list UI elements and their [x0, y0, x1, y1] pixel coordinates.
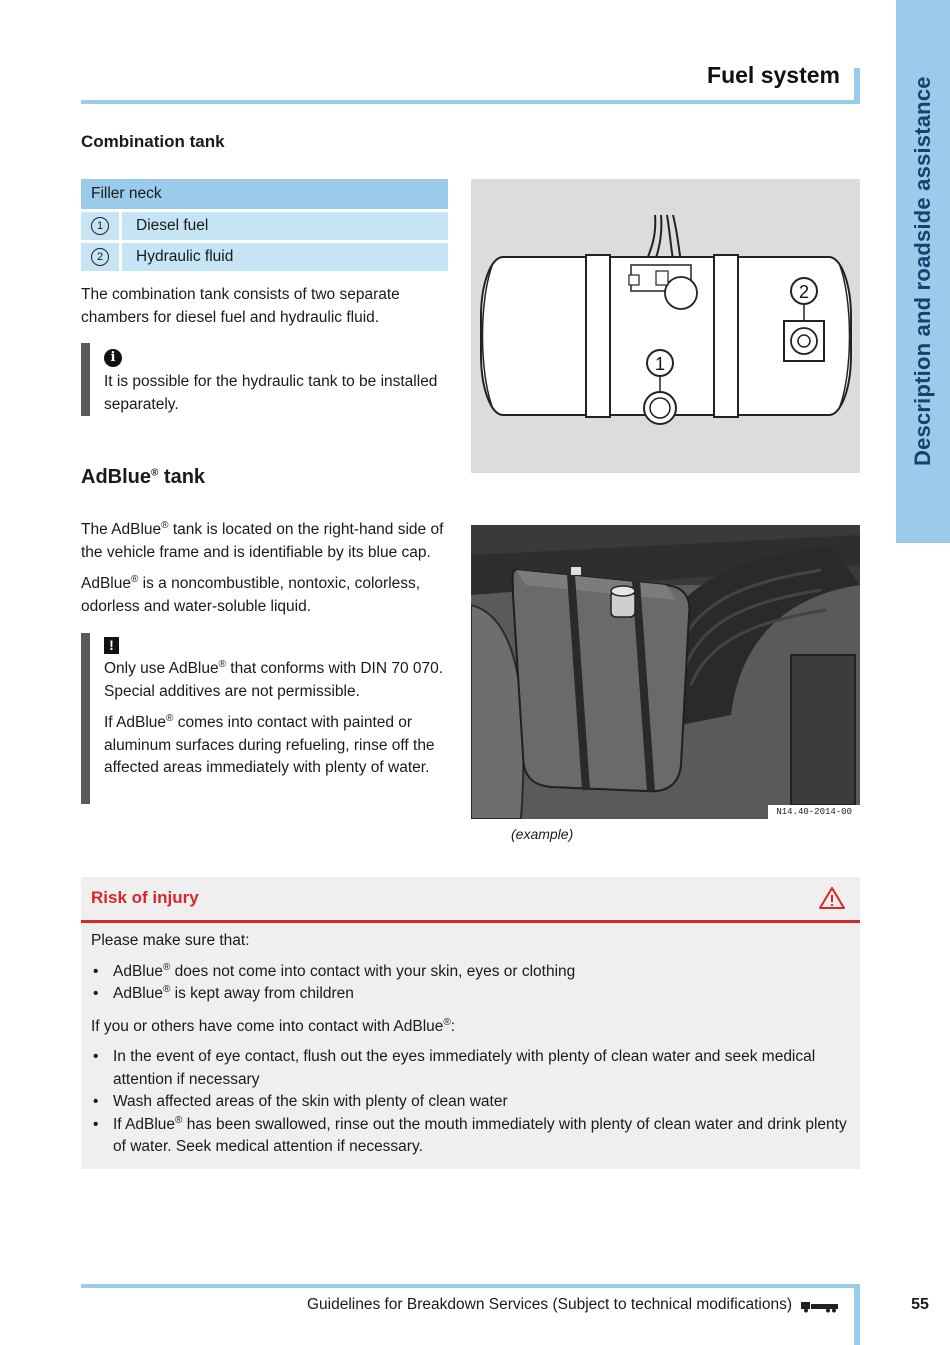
callout-2: 2: [798, 282, 810, 302]
list-item: [91, 1114, 850, 1159]
legend-number-cell: [81, 212, 122, 240]
list-item: [91, 983, 850, 1006]
note-bar: [81, 633, 90, 804]
paragraph: [104, 712, 449, 780]
description-line: chambers for diesel fuel and hydraulic fluid.: [81, 308, 380, 326]
list-item: • Wash affected areas of the skin with plenty of clean water: [91, 1091, 850, 1114]
legend-number: 1: [91, 217, 109, 235]
paragraph: [104, 658, 449, 703]
registered-mark: ®: [218, 658, 226, 670]
registered-mark: ®: [162, 961, 171, 973]
paragraph: [81, 573, 451, 618]
header-rule: [81, 100, 860, 104]
page-title: Fuel system: [707, 62, 840, 88]
warning-list: [91, 961, 850, 1006]
registered-mark: ®: [162, 983, 171, 995]
text: does not come into contact with your skin, eyes or clothing: [170, 962, 576, 980]
registered-mark: ®: [166, 712, 174, 724]
combination-tank-description: [81, 284, 451, 329]
warning-triangle-icon: [818, 886, 846, 910]
warning-title: Risk of injury: [91, 888, 199, 907]
legend-number: 2: [91, 248, 109, 266]
adblue-description: [81, 519, 451, 627]
page-number: 55: [911, 1296, 929, 1313]
footer-rule-accent: [854, 1284, 860, 1345]
side-tab: [896, 0, 950, 543]
combination-tank-heading: Combination tank: [81, 132, 225, 151]
text: AdBlue: [113, 962, 163, 980]
header-rule-accent: [854, 68, 860, 104]
adblue-tank-photo: [471, 525, 860, 819]
note-bar: [81, 343, 90, 416]
legend-label: Hydraulic fluid: [136, 248, 234, 265]
registered-mark: ®: [151, 467, 159, 479]
info-note-line: separately.: [104, 395, 179, 413]
list-item: [91, 961, 850, 984]
text: Only use AdBlue: [104, 660, 219, 677]
text: is kept away from children: [170, 985, 354, 1002]
paragraph: [81, 519, 451, 564]
heading-text: AdBlue: [81, 466, 151, 488]
adblue-tank-heading: [81, 466, 205, 489]
warning-intro-2: [91, 1016, 850, 1039]
text: has been swallowed, rinse out the mouth immediately with plenty of clean water and drink plenty of water. Seek medical attention if necessary.: [113, 1115, 847, 1155]
adblue-photo-drawing: [471, 525, 860, 819]
info-icon: i: [104, 349, 122, 367]
footer-rule: [81, 1284, 860, 1288]
combination-tank-illustration: [471, 179, 860, 473]
legend-header: Filler neck: [81, 179, 448, 209]
truck-icon: [800, 1299, 840, 1313]
list-item: • In the event of eye contact, flush out the eyes immediately with plenty of clean water and seek medical attention if necessary: [91, 1046, 850, 1091]
registered-mark: ®: [130, 573, 139, 585]
text: If AdBlue: [113, 1115, 176, 1133]
legend-label: Diesel fuel: [136, 217, 209, 234]
text: AdBlue: [113, 985, 163, 1002]
legend-row: [81, 243, 448, 271]
warning-intro: Please make sure that:: [91, 932, 250, 949]
legend-row: [81, 212, 448, 240]
legend-table: [81, 179, 448, 271]
callout-1: 1: [654, 354, 666, 374]
text: If you or others have come into contact with AdBlue: [91, 1017, 444, 1035]
tank-drawing: [471, 179, 860, 473]
description-line: The combination tank consists of two separate: [81, 286, 400, 303]
warning-box: [81, 877, 860, 1169]
registered-mark: ®: [175, 1114, 183, 1126]
text: The AdBlue: [81, 521, 162, 538]
text: comes into contact with painted or aluminum surfaces during refueling, rinse off the affected areas immediately with plenty of water.: [104, 714, 435, 776]
text: that conforms with DIN 70 070. Special additives are not permissible.: [104, 660, 444, 700]
text: is a noncombustible, nontoxic, colorless, odorless and water-soluble liquid.: [81, 575, 421, 615]
text: :: [450, 1017, 456, 1035]
registered-mark: ®: [443, 1016, 451, 1028]
legend-number-cell: [81, 243, 122, 271]
heading-text: tank: [158, 466, 206, 488]
text: AdBlue: [81, 575, 131, 592]
info-note-line: It is possible for the hydraulic tank to be installed: [104, 373, 438, 390]
figure-caption: (example): [511, 826, 574, 842]
exclamation-icon: !: [104, 637, 119, 654]
side-tab-label: Description and roadside assistance: [910, 76, 935, 467]
text: tank is located on the right-hand side of the vehicle frame and is identifiable by its blue cap.: [81, 521, 444, 561]
footer-text: Guidelines for Breakdown Services (Subject to technical modifications): [306, 1296, 792, 1313]
caution-note: [81, 633, 449, 804]
warning-body: [81, 923, 860, 1159]
text: If AdBlue: [104, 714, 167, 731]
warning-list: [91, 1046, 850, 1159]
info-note: [81, 343, 449, 416]
warning-header: [81, 877, 860, 923]
registered-mark: ®: [161, 519, 169, 531]
figure-code: N14.40-2014-00: [768, 805, 860, 819]
